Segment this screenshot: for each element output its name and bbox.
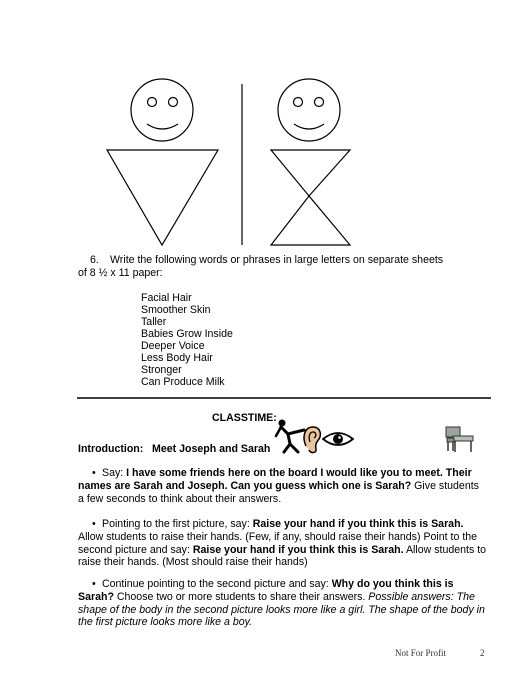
bullet-3 — [78, 578, 486, 629]
bullet-3-l2-mid: Choose two or more students to share their answers. — [113, 590, 369, 603]
list-item: Can Produce Milk — [141, 376, 225, 388]
page-number: 2 — [480, 648, 485, 658]
bullet-1-l1-pre: Say: — [102, 467, 127, 479]
list-item: Stronger — [141, 364, 182, 376]
bullet-dot: • — [92, 518, 96, 530]
list-item: Taller — [141, 316, 167, 328]
bullet-dot: • — [92, 467, 96, 479]
list-item: Less Body Hair — [141, 352, 213, 364]
bullet-2-l3-bold: Raise your hand if you think this is Sarah. — [192, 543, 404, 556]
bullet-2-l1-pre: Pointing to the first picture, say: — [102, 518, 253, 530]
bullet-2 — [78, 518, 486, 569]
bullet-1-l3: a few seconds to think about their answers. — [78, 492, 282, 505]
figure-sarah — [271, 79, 350, 245]
intro-label: Introduction: — [78, 443, 144, 455]
eye-icon — [322, 430, 354, 448]
bullet-2-l4: raise their hands. (Most should raise their hands) — [78, 556, 308, 569]
list-item: Deeper Voice — [141, 340, 205, 352]
step-number: 6. — [90, 254, 99, 266]
ear-icon — [301, 424, 323, 454]
bullet-1 — [78, 467, 486, 505]
bullet-1-l2-bold: names are Sarah and Joseph. Can you guess which one is Sarah? — [78, 479, 412, 492]
bullet-2-l2: Allow students to raise their hands. (Few, if any, should raise their hands) Point to the — [78, 530, 478, 543]
list-item: Facial Hair — [141, 292, 192, 304]
bullet-3-l3: shape of the body in the second picture looks more like a girl. The shape of the body in — [78, 603, 485, 616]
step-line-1: Write the following words or phrases in large letters on separate sheets — [110, 254, 444, 266]
bullet-3-l2-ital: Possible answers: The — [368, 590, 475, 603]
classtime-heading: CLASSTIME: — [212, 412, 277, 424]
bullet-2-l3-post: Allow students to — [403, 543, 487, 556]
bullet-3-l1-pre: Continue pointing to the second picture and say: — [102, 578, 332, 590]
step-line-2: of 8 ½ x 11 paper: — [78, 267, 163, 279]
desk-chair-icon — [443, 424, 477, 454]
footer-label: Not For Profit — [395, 648, 447, 658]
list-item: Smoother Skin — [141, 304, 211, 316]
list-item: Babies Grow Inside — [141, 328, 233, 340]
bullet-3-l4: the first picture looks more like a boy. — [78, 616, 253, 629]
bullet-3-l1-bold: Why do you think this is — [331, 578, 454, 590]
bullet-3-l2-bold: Sarah? — [78, 590, 114, 603]
intro-title: Meet Joseph and Sarah — [152, 443, 271, 455]
bullet-dot: • — [92, 578, 96, 590]
bullet-2-l3-pre: second picture and say: — [78, 543, 193, 556]
bullet-1-l2-post: Give students — [411, 479, 479, 492]
bullet-1-l1-bold: I have some friends here on the board I would like you to meet. Their — [126, 467, 472, 479]
bullet-2-l1-bold: Raise your hand if you think this is Sarah. — [252, 518, 464, 530]
figure-joseph — [107, 79, 218, 245]
